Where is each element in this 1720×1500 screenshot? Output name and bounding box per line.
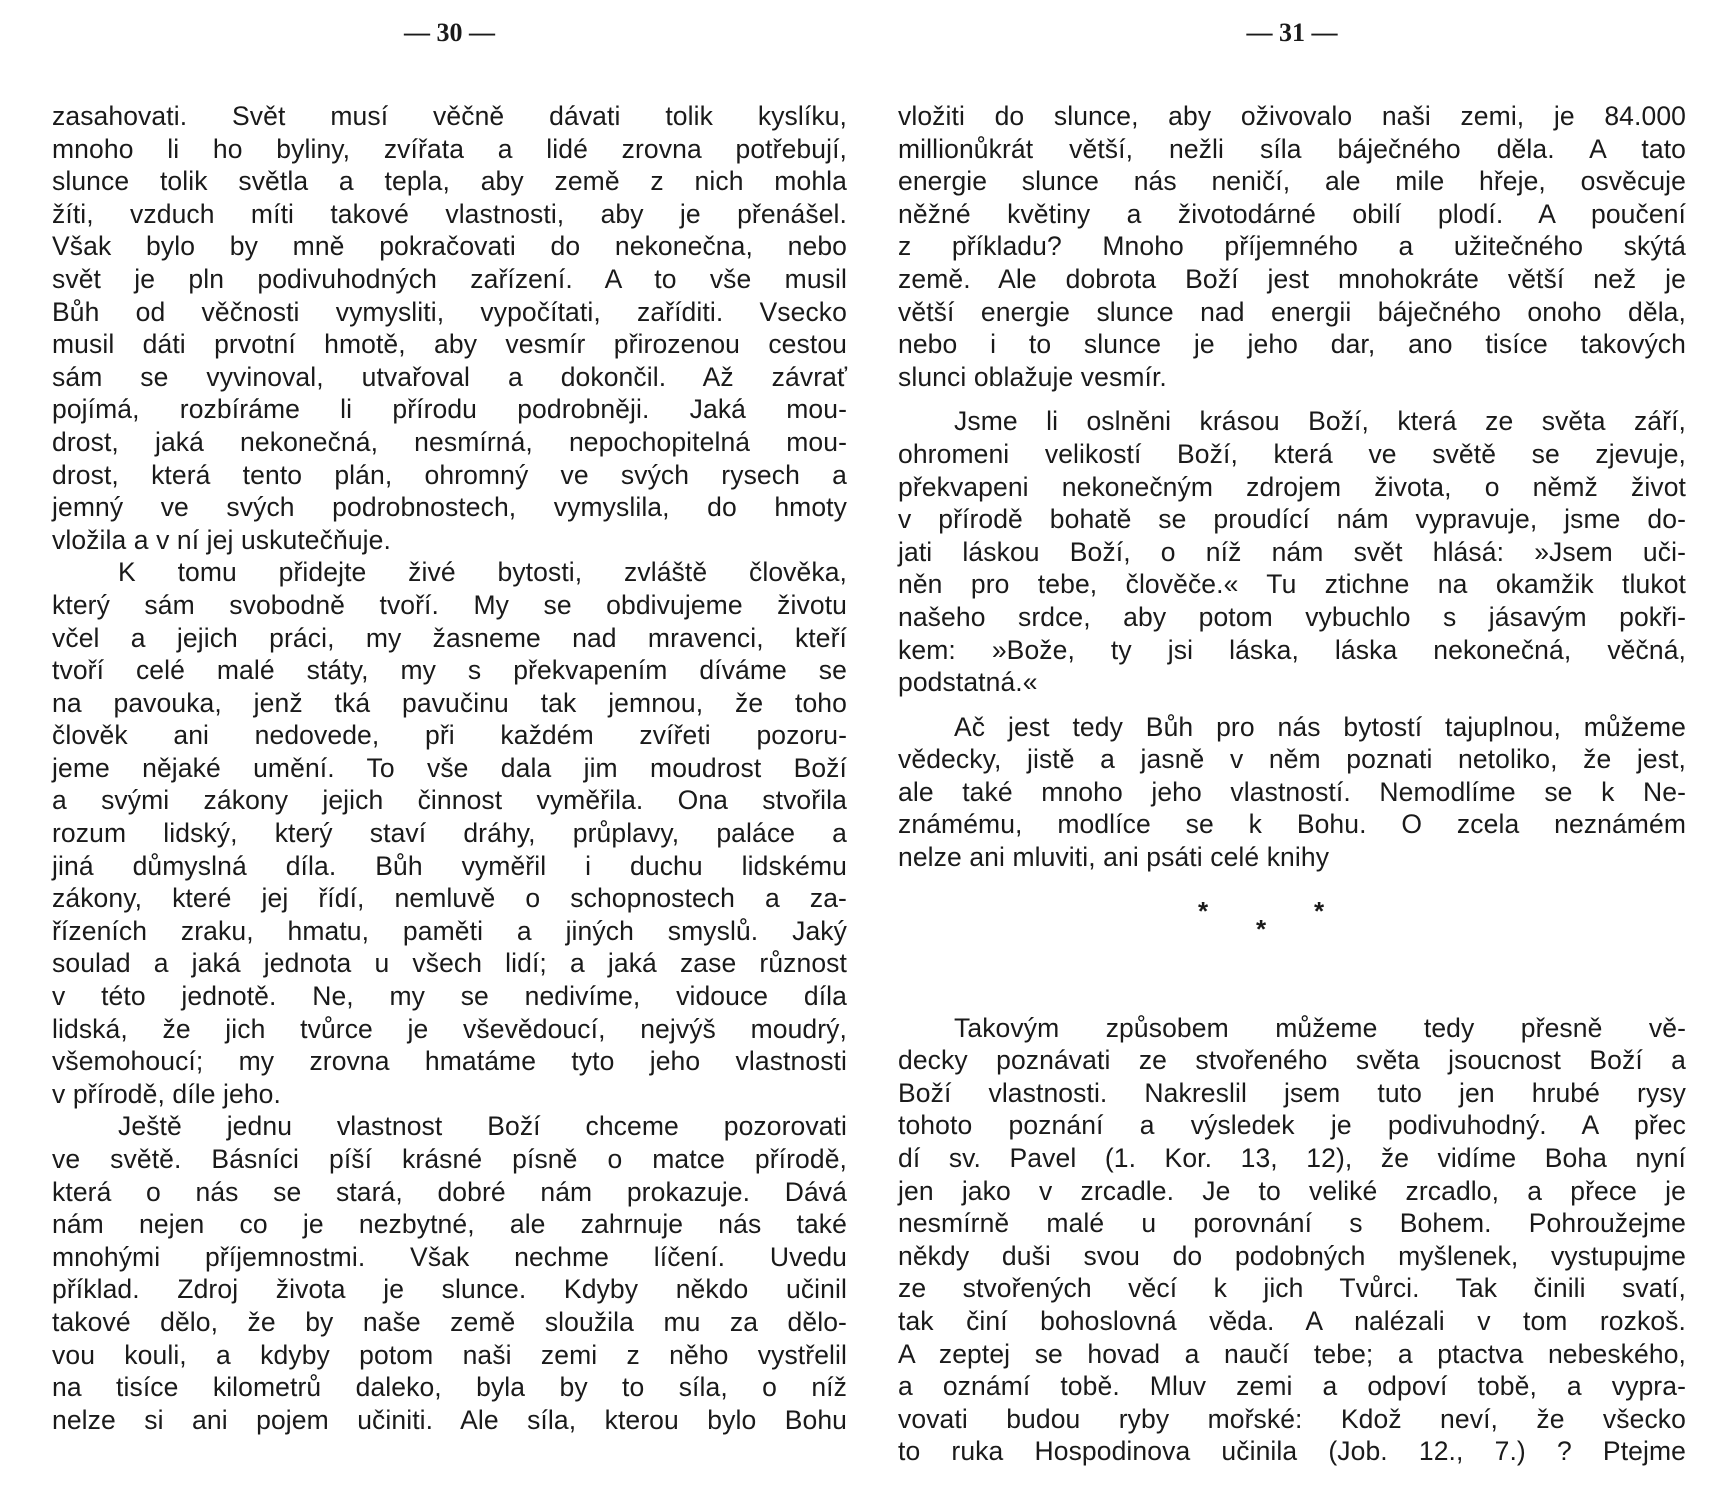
text-line: našeho srdce, aby potom vybuchlo s jásavým pokři- bbox=[898, 601, 1686, 632]
text-line: včel a jejich práci, my žasneme nad mravenci, kteří bbox=[52, 622, 847, 653]
text-line: nelze ani mluviti, ani psáti celé knihy bbox=[898, 842, 1330, 873]
text-line: žíti, vzduch míti takové vlastnosti, aby je přenášel. bbox=[52, 198, 847, 229]
text-line: na tisíce kilometrů daleko, byla by to síla, o níž bbox=[52, 1372, 847, 1403]
text-line: vou kouli, a kdyby potom naši zemi z něho vystřelil bbox=[52, 1339, 847, 1370]
text-line: nelze si ani pojem učiniti. Ale síla, kterou bylo Bohu bbox=[52, 1404, 847, 1435]
text-line: ze stvořených věcí k jich Tvůrci. Tak činili svatí, bbox=[898, 1273, 1686, 1304]
asterisk: * bbox=[1198, 895, 1209, 926]
text-line: jemný ve svých podrobnostech, vymyslila, do hmoty bbox=[52, 492, 847, 523]
text-line: pojímá, rozbíráme li přírodu podrobněji. Jaká mou- bbox=[52, 394, 847, 425]
text-line: jen jako v zrcadle. Je to veliké zrcadlo, a přece je bbox=[898, 1175, 1686, 1206]
text-line: ale také mnoho jeho vlastností. Nemodlíme se k Ne- bbox=[898, 776, 1686, 807]
text-line: Boží vlastnosti. Nakreslil jsem tuto jen hrubé rysy bbox=[898, 1077, 1686, 1108]
text-line: větší energie slunce nad energii báječného onoho děla, bbox=[898, 296, 1686, 327]
text-line: jiná důmyslná díla. Bůh vyměřil i duchu lidskému bbox=[52, 850, 847, 881]
text-line: v přírodě, díle jeho. bbox=[52, 1078, 281, 1109]
asterisk: * bbox=[1314, 895, 1325, 926]
text-line: mnoho li ho byliny, zvířata a lidé zrovna potřebují, bbox=[52, 133, 847, 164]
text-line: Ještě jednu vlastnost Boží chceme pozorovati bbox=[118, 1111, 847, 1142]
text-line: vložila a v ní jej uskutečňuje. bbox=[52, 524, 391, 555]
text-line: na pavouka, jenž tká pavučinu tak jemnou, že toho bbox=[52, 687, 847, 718]
text-line: známému, modlíce se k Bohu. O zcela neznámém bbox=[898, 809, 1686, 840]
text-line: nebo i to slunce je jeho dar, ano tisíce takových bbox=[898, 329, 1686, 360]
text-line: dí sv. Pavel (1. Kor. 13, 12), že vidíme Boha nyní bbox=[898, 1143, 1686, 1174]
text-line: tak činí bohoslovná věda. A nalézali v tom rozkoš. bbox=[898, 1306, 1686, 1336]
text-line: musil dáti prvotní hmotě, aby vesmír přirozenou cestou bbox=[52, 329, 847, 360]
text-line: rozum lidský, který staví dráhy, průplavy, paláce a bbox=[52, 818, 847, 849]
text-line: sám se vyvinoval, utvařoval a dokončil. Až závrať bbox=[52, 361, 847, 392]
text-line: Jsme li oslněni krásou Boží, která ze světa září, bbox=[954, 406, 1686, 437]
text-line: drost, jaká nekonečná, nesmírná, nepochopitelná mou- bbox=[52, 426, 847, 457]
text-line: člověk ani nedovede, při každém zvířeti pozoru- bbox=[52, 720, 847, 751]
page-number: — 30 — bbox=[404, 18, 495, 47]
text-line: která o nás se stará, dobré nám prokazuje. Dává bbox=[52, 1176, 847, 1207]
text-line: Však bylo by mně pokračovati do nekonečna, nebo bbox=[52, 231, 847, 262]
text-line: millionůkrát větší, nežli síla báječného děla. A tato bbox=[898, 133, 1686, 164]
text-line: něžné květiny a životodárné obilí plodí. A poučení bbox=[898, 198, 1686, 229]
text-line: soulad a jaká jednota u všech lidí; a jaká zase různost bbox=[52, 948, 847, 979]
text-line: lidská, že jich tvůrce je vševědoucí, nejvýš moudrý, bbox=[52, 1013, 847, 1044]
text-line: jati láskou Boží, o níž nám svět hlásá: »Jsem uči- bbox=[898, 536, 1686, 567]
section-separator bbox=[898, 896, 1686, 976]
text-line: tvoří celé malé státy, my s překvapením díváme se bbox=[52, 655, 847, 686]
text-line: jeme nějaké umění. To vše dala jim moudrost Boží bbox=[52, 752, 847, 783]
page-body bbox=[52, 100, 847, 1436]
text-line: K tomu přidejte živé bytosti, zvláště člověka, bbox=[118, 557, 847, 588]
text-line: překvapeni nekonečným zdrojem života, o němž život bbox=[898, 471, 1686, 502]
text-line: příklad. Zdroj života je slunce. Kdyby někdo učinil bbox=[52, 1274, 847, 1305]
text-line: země. Ale dobrota Boží jest mnohokráte větší než je bbox=[898, 263, 1686, 294]
text-line: a svými zákony jejich činnost vyměřila. Ona stvořila bbox=[52, 785, 847, 816]
text-line: vědecky, jistě a jasně v něm poznati netoliko, že jest, bbox=[898, 744, 1686, 775]
text-line: zasahovati. Svět musí věčně dávati tolik kyslíku, bbox=[52, 101, 847, 131]
text-line: takové dělo, že by naše země sloužila mu za dělo- bbox=[52, 1306, 847, 1337]
text-line: vložiti do slunce, aby oživovalo naši zemi, je 84.000 bbox=[898, 101, 1686, 131]
text-line: decky poznávati ze stvořeného světa jsoucnost Boží a bbox=[898, 1045, 1686, 1076]
text-line: řízeních zraku, hmatu, paměti a jiných smyslů. Jaký bbox=[52, 915, 847, 946]
text-line: a oznámí tobě. Mluv zemi a odpoví tobě, a vypra- bbox=[898, 1371, 1686, 1402]
text-line: ve světě. Básníci píší krásné písně o matce přírodě, bbox=[52, 1144, 847, 1174]
text-line: svět je pln podivuhodných zařízení. A to vše musil bbox=[52, 263, 847, 294]
text-line: Ač jest tedy Bůh pro nás bytostí tajuplnou, můžeme bbox=[954, 711, 1686, 742]
text-line: v přírodě bohatě se proudící nám vypravuje, jsme do- bbox=[898, 504, 1686, 535]
text-line: mnohými příjemnostmi. Však nechme líčení. Uvedu bbox=[52, 1241, 847, 1272]
text-line: Takovým způsobem můžeme tedy přesně vě- bbox=[954, 1012, 1686, 1043]
text-line: Bůh od věčnosti vymysliti, vypočítati, zaříditi. Vsecko bbox=[52, 296, 847, 327]
page-body bbox=[898, 100, 1686, 1468]
text-line: všemohoucí; my zrovna hmatáme tyto jeho vlastnosti bbox=[52, 1046, 847, 1077]
text-line: v této jednotě. Ne, my se nedivíme, vidouce díla bbox=[52, 981, 847, 1012]
text-line: slunce tolik světla a tepla, aby země z nich mohla bbox=[52, 166, 847, 197]
text-line: to ruka Hospodinova učinila (Job. 12., 7.) ? Ptejme bbox=[898, 1436, 1686, 1467]
text-line: energie slunce nás neničí, ale mile hřeje, osvěcuje bbox=[898, 166, 1686, 197]
text-line: někdy duši svou do podobných myšlenek, vystupujme bbox=[898, 1240, 1686, 1271]
text-line: A zeptej se hovad a naučí tebe; a ptactva nebeského, bbox=[898, 1338, 1686, 1369]
text-line: ohromeni velikostí Boží, která ve světě se zjevuje, bbox=[898, 438, 1686, 469]
text-line: kem: »Bože, ty jsi láska, láska nekonečná, věčná, bbox=[898, 634, 1686, 665]
text-line: slunci oblažuje vesmír. bbox=[898, 361, 1167, 392]
text-line: drost, která tento plán, ohromný ve svých rysech a bbox=[52, 459, 847, 490]
asterisk: * bbox=[1256, 913, 1267, 944]
text-line: zákony, které jej řídí, nemluvě o schopnostech a za- bbox=[52, 883, 847, 914]
text-line: tohoto poznání a výsledek je podivuhodný. A přec bbox=[898, 1110, 1686, 1141]
text-line: který sám svobodně tvoří. My se obdivujeme životu bbox=[52, 589, 847, 620]
text-line: něn pro tebe, člověče.« Tu ztichne na okamžik tlukot bbox=[898, 569, 1686, 600]
text-line: nám nejen co je nezbytné, ale zahrnuje nás také bbox=[52, 1209, 847, 1240]
page-number: — 31 — bbox=[1246, 18, 1338, 47]
text-line: podstatná.« bbox=[898, 667, 1038, 698]
text-line: nesmírně malé u porovnání s Bohem. Pohroužejme bbox=[898, 1208, 1686, 1239]
text-line: z příkladu? Mnoho příjemného a užitečného skýtá bbox=[898, 231, 1686, 262]
text-line: vovati budou ryby mořské: Kdož neví, že všecko bbox=[898, 1403, 1686, 1434]
